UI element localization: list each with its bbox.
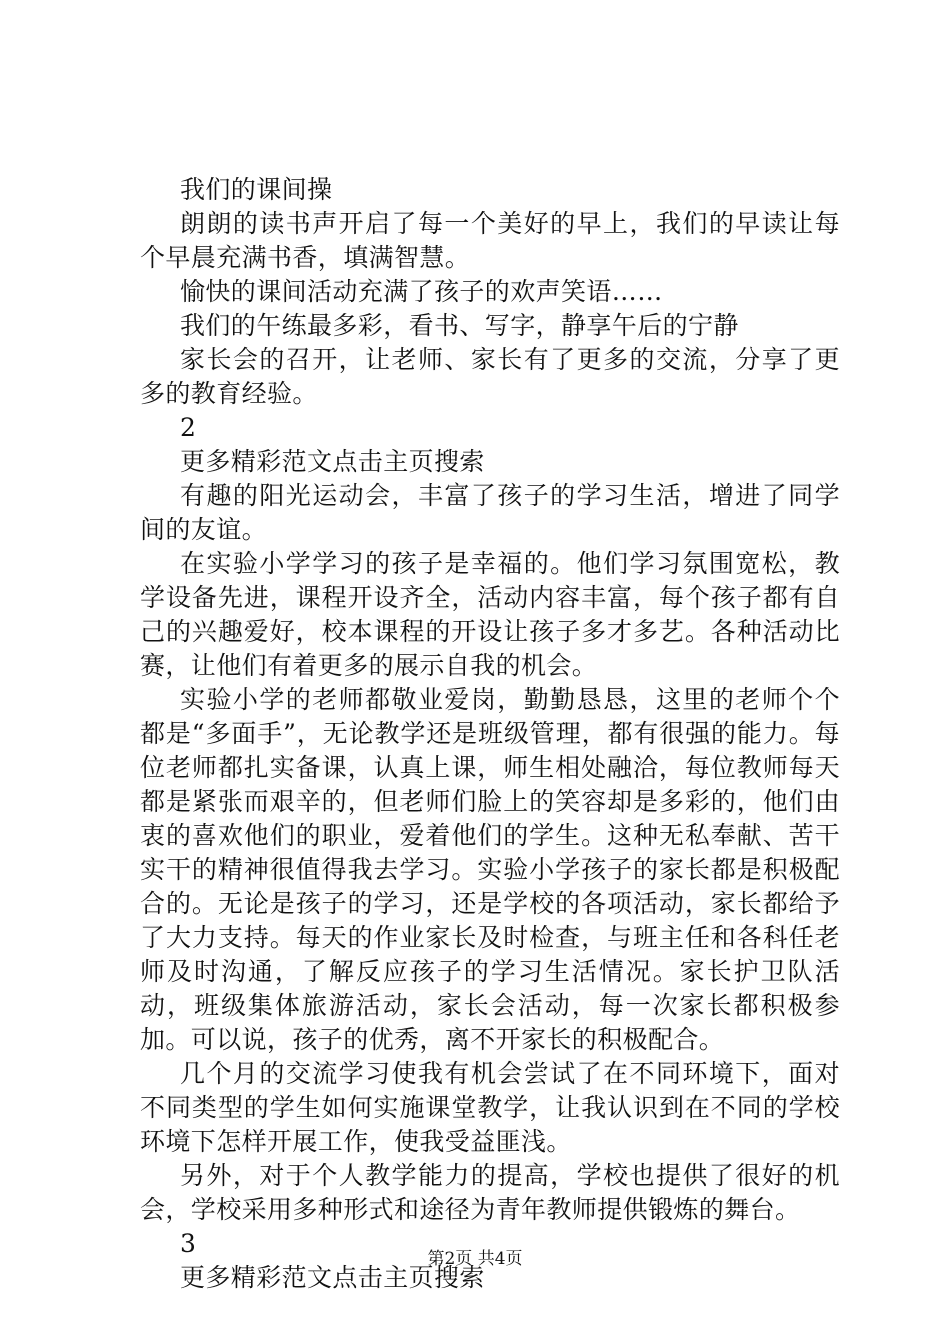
promo-text: 更多精彩范文点击主页搜索 (180, 447, 485, 476)
document-body (140, 173, 840, 1295)
paragraph: 有趣的阳光运动会，丰富了孩子的学习生活，增进了同学间的友谊。 (140, 481, 840, 544)
section-number: 3 (180, 1229, 197, 1258)
section-number: 2 (180, 413, 197, 442)
paragraph: 愉快的课间活动充满了孩子的欢声笑语…… (180, 277, 663, 306)
paragraph: 朗朗的读书声开启了每一个美好的早上，我们的早读让每个早晨充满书香，填满智慧。 (140, 209, 840, 272)
paragraph: 实验小学的老师都敬业爱岗，勤勤恳恳，这里的老师个个都是“多面手”，无论教学还是班级管理，都有很强的能力。每位老师都扎实备课，认真上课，师生相处融洽，每位教师每天都是紧张而艰辛的，但老师们脸上的笑容却是多彩的，他们由衷的喜欢他们的职业，爱着他们的学生。这种无私奉献、苦干实干的精神很值得我去学习。实验小学孩子的家长都是积极配合的。无论是孩子的学习，还是学校的各项活动，家长都给予了大力支持。每天的作业家长及时检查，与班主任和各科任老师及时沟通，了解反应孩子的学习生活情况。家长护卫队活动，班级集体旅游活动，家长会活动，每一次家长都积极参加。可以说，孩子的优秀，离不开家长的积极配合。 (140, 685, 840, 1054)
paragraph: 家长会的召开，让老师、家长有了更多的交流，分享了更多的教育经验。 (140, 345, 840, 408)
paragraph: 我们的午练最多彩，看书、写字，静享午后的宁静 (180, 311, 739, 340)
promo-text: 更多精彩范文点击主页搜索 (180, 1263, 485, 1292)
paragraph: 在实验小学学习的孩子是幸福的。他们学习氛围宽松，教学设备先进，课程开设齐全，活动内容丰富，每个孩子都有自己的兴趣爱好，校本课程的开设让孩子多才多艺。各种活动比赛，让他们有着更多的展示自我的机会。 (140, 549, 840, 680)
paragraph: 我们的课间操 (180, 175, 333, 204)
page-footer: 第2页 共4页 (427, 1249, 523, 1269)
paragraph: 另外，对于个人教学能力的提高，学校也提供了很好的机会，学校采用多种形式和途径为青年教师提供锻炼的舞台。 (140, 1161, 840, 1224)
paragraph: 几个月的交流学习使我有机会尝试了在不同环境下，面对不同类型的学生如何实施课堂教学，让我认识到在不同的学校环境下怎样开展工作，使我受益匪浅。 (140, 1059, 840, 1156)
